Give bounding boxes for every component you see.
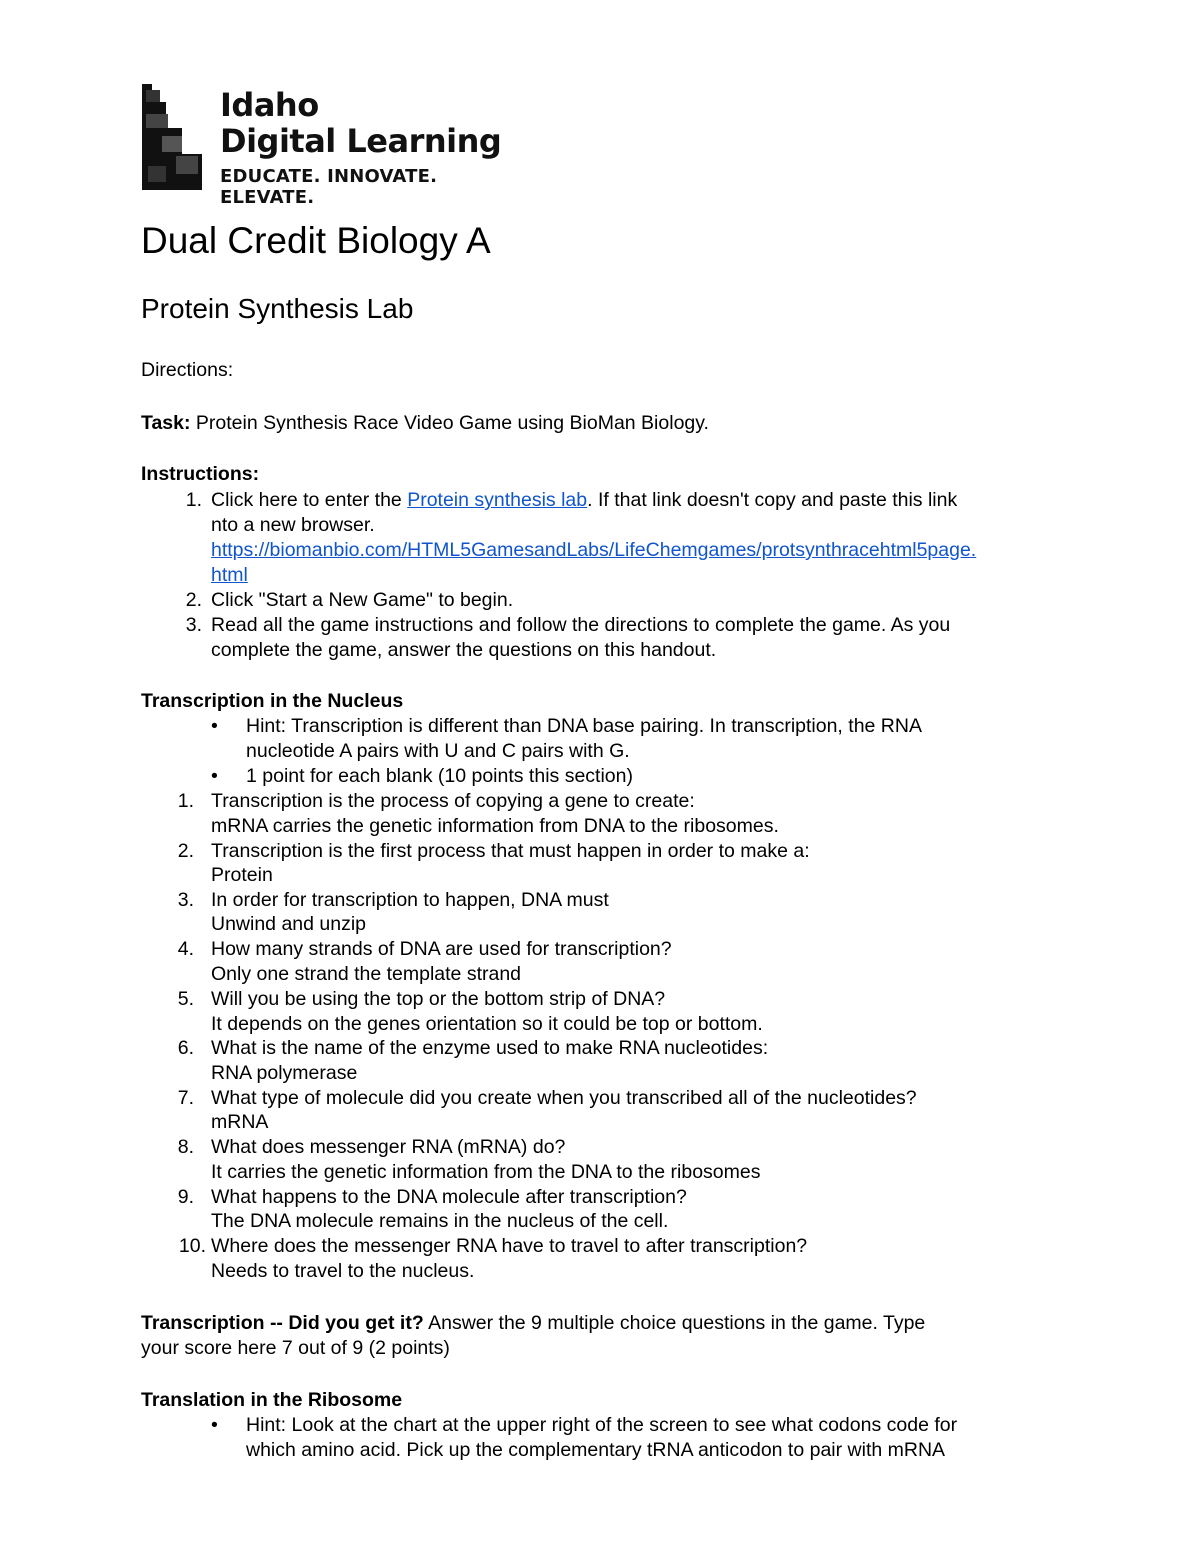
transcription-heading: Transcription in the Nucleus (141, 690, 404, 712)
question-1: Transcription is the process of copying a gene to create: (211, 790, 695, 812)
question-number: 3. (177, 889, 194, 911)
question-number: 7. (177, 1087, 194, 1109)
directions-label: Directions: (141, 359, 234, 381)
question-8: What does messenger RNA (mRNA) do? (211, 1136, 566, 1158)
question-2: Transcription is the first process that must happen in order to make a: (211, 840, 810, 862)
transcription-check (141, 1311, 925, 1336)
answer-6: RNA polymerase (211, 1062, 358, 1084)
answer-3: Unwind and unzip (211, 913, 367, 935)
logo-line-digital-learning: Digital Learning (220, 122, 502, 160)
answer-9: The DNA molecule remains in the nucleus of the cell. (211, 1210, 669, 1232)
instruction-number: 2. (185, 589, 202, 611)
question-number: 4. (177, 938, 194, 960)
question-5: Will you be using the top or the bottom strip of DNA? (211, 988, 666, 1010)
instruction-number: 3. (185, 614, 202, 636)
check-label: Transcription -- Did you get it? (141, 1312, 424, 1334)
page-title: Dual Credit Biology A (141, 220, 491, 261)
answer-7: mRNA (211, 1111, 269, 1133)
instruction-1-line-2: nto a new browser. (211, 514, 375, 536)
question-number: 8. (177, 1136, 194, 1158)
question-number: 6. (177, 1037, 194, 1059)
question-number: 2. (177, 840, 194, 862)
instruction-3-line-2: complete the game, answer the questions on this handout. (211, 639, 717, 661)
answer-10: Needs to travel to the nucleus. (211, 1260, 475, 1282)
question-3: In order for transcription to happen, DNA must (211, 889, 609, 911)
question-number: 1. (177, 790, 194, 812)
instruction-1 (211, 488, 957, 513)
instructions-heading: Instructions: (141, 463, 260, 485)
logo-tagline: EDUCATE. INNOVATE. ELEVATE. (220, 166, 438, 208)
bullet-icon: • (211, 765, 218, 787)
instruction-number: 1. (185, 489, 202, 511)
translation-hint: Hint: Look at the chart at the upper right of the screen to see what codons code for (246, 1414, 958, 1436)
hint-1-line-2: nucleotide A pairs with U and C pairs with G. (246, 740, 630, 762)
answer-2: Protein (211, 864, 273, 886)
translation-hint-line-2: which amino acid. Pick up the complementary tRNA anticodon to pair with mRNA (246, 1439, 946, 1461)
question-4: How many strands of DNA are used for transcription? (211, 938, 672, 960)
hint-2: 1 point for each blank (10 points this section) (246, 765, 633, 787)
task-text: Protein Synthesis Race Video Game using BioMan Biology. (190, 412, 709, 434)
translation-heading: Translation in the Ribosome (141, 1389, 403, 1411)
idaho-state-logo-icon (140, 84, 210, 192)
answer-8: It carries the genetic information from the DNA to the ribosomes (211, 1161, 761, 1183)
task-label: Task: (141, 412, 191, 434)
hint-1: Hint: Transcription is different than DNA base pairing. In transcription, the RNA (246, 715, 922, 737)
bullet-icon: • (211, 715, 218, 737)
logo-line-idaho: Idaho (220, 86, 319, 124)
question-number: 5. (177, 988, 194, 1010)
page-subtitle: Protein Synthesis Lab (141, 293, 414, 324)
bullet-icon: • (211, 1414, 218, 1436)
answer-4: Only one strand the template strand (211, 963, 522, 985)
question-number: 9. (177, 1186, 194, 1208)
answer-1: mRNA carries the genetic information from DNA to the ribosomes. (211, 815, 779, 837)
question-9: What happens to the DNA molecule after transcription? (211, 1186, 687, 1208)
question-6: What is the name of the enzyme used to make RNA nucleotides: (211, 1037, 769, 1059)
instruction-1-text-end: . If that link doesn't copy and paste this link (587, 489, 958, 511)
question-number: 10. (178, 1235, 206, 1257)
instruction-3: Read all the game instructions and follow the directions to complete the game. As you (211, 614, 951, 636)
idaho-digital-learning-logo (140, 84, 520, 208)
biomanbio-url-link-end[interactable]: html (211, 564, 248, 586)
task-line (141, 411, 709, 436)
check-text: Answer the 9 multiple choice questions in the game. Type (423, 1312, 926, 1334)
instruction-1-text: Click here to enter the (211, 489, 408, 511)
question-10: Where does the messenger RNA have to travel to after transcription? (211, 1235, 808, 1257)
instruction-2: Click "Start a New Game" to begin. (211, 589, 514, 611)
answer-5: It depends on the genes orientation so it could be top or bottom. (211, 1013, 763, 1035)
transcription-score: your score here 7 out of 9 (2 points) (141, 1337, 450, 1359)
protein-synthesis-lab-link[interactable]: Protein synthesis lab (407, 489, 588, 511)
question-7: What type of molecule did you create when you transcribed all of the nucleotides? (211, 1087, 917, 1109)
biomanbio-url-link[interactable]: https://biomanbio.com/HTML5GamesandLabs/LifeChemgames/protsynthracehtml5page. (211, 539, 977, 561)
